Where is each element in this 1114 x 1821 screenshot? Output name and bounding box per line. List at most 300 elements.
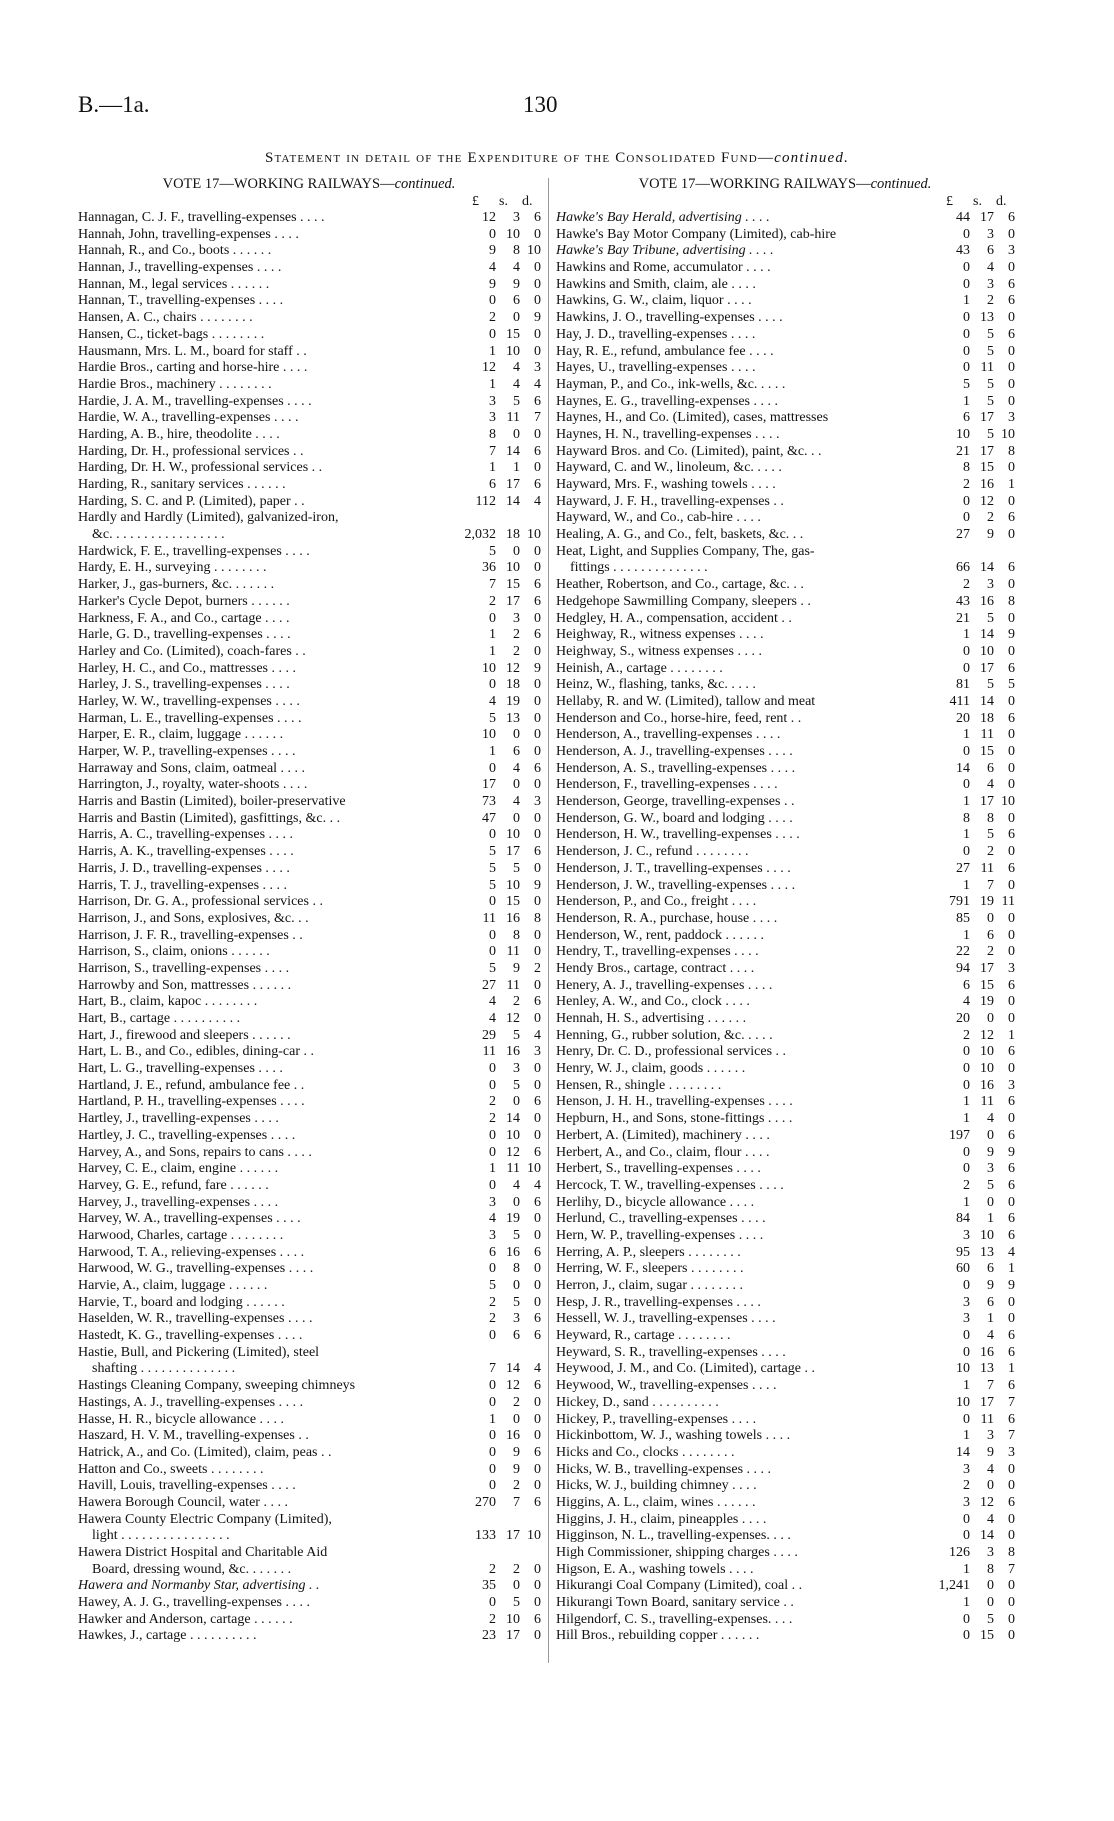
amount-pounds: 4: [489, 260, 496, 276]
amount-shillings: 11: [980, 1411, 994, 1427]
payee-description: Hardie, W. A., travelling-expenses . . . .: [78, 410, 299, 426]
amount-pence: 4: [534, 493, 541, 509]
amount-pence: 6: [534, 1328, 541, 1344]
amount-shillings: 1: [513, 460, 520, 476]
payee-description: Harris, A. C., travelling-expenses . . . .: [78, 827, 294, 843]
amount-shillings: 17: [980, 960, 994, 976]
amount-pounds: 8: [489, 426, 496, 442]
left-column: [78, 174, 540, 1645]
payee-description: Hart, L. G., travelling-expenses . . . .: [78, 1061, 283, 1077]
amount-pounds: 133: [475, 1528, 496, 1544]
amount-pounds: 44: [956, 210, 970, 225]
amount-pence: 6: [534, 477, 541, 492]
table-row: [556, 961, 1014, 978]
payee-description: Haynes, H. N., travelling-expenses . . . .: [556, 426, 780, 442]
amount-shillings: 3: [513, 1311, 520, 1327]
table-row: [78, 510, 540, 527]
amount-pence: 0: [534, 927, 541, 943]
amount-pence: 10: [1001, 794, 1015, 810]
payee-description: Hawkins, G. W., claim, liquor . . . .: [556, 293, 752, 309]
amount-shillings: 17: [980, 210, 994, 225]
amount-shillings: 9: [987, 1144, 994, 1160]
amount-shillings: 14: [506, 1111, 520, 1127]
pounds-unit: £: [946, 194, 953, 209]
payee-description: Hayes, U., travelling-expenses . . . .: [556, 360, 756, 376]
amount-pounds: 0: [489, 1444, 496, 1460]
table-row: [556, 310, 1014, 327]
amount-pounds: 84: [956, 1211, 970, 1227]
amount-pence: 0: [534, 1595, 541, 1611]
amount-pounds: 10: [482, 660, 496, 676]
payee-description: Harding, Dr. H. W., professional services . .: [78, 460, 323, 476]
amount-shillings: 9: [513, 1461, 520, 1477]
amount-pounds: 1: [489, 460, 496, 476]
amount-pence: 10: [527, 1528, 541, 1544]
amount-pounds: 8: [963, 460, 970, 476]
table-row: [556, 1462, 1014, 1479]
amount-pounds: 0: [963, 510, 970, 526]
amount-pence: 6: [1008, 560, 1015, 576]
amount-pence: 6: [534, 627, 541, 643]
amount-pounds: 9: [489, 276, 496, 292]
amount-shillings: 4: [987, 1328, 994, 1344]
currency-units-right: [556, 194, 1014, 210]
amount-pence: 6: [534, 1444, 541, 1460]
amount-pence: 7: [534, 410, 541, 426]
table-row: [556, 544, 1014, 561]
amount-pence: 0: [534, 1278, 541, 1293]
payee-description: Hill Bros., rebuilding copper . . . . . .: [556, 1628, 760, 1644]
amount-shillings: 15: [980, 977, 994, 993]
amount-pounds: 43: [956, 243, 970, 259]
amount-shillings: 6: [513, 293, 520, 309]
payee-description: Hastedt, K. G., travelling-expenses . . . .: [78, 1328, 303, 1344]
table-row: [556, 1228, 1014, 1245]
payee-description: Harris and Bastin (Limited), boiler-preservative: [78, 794, 346, 810]
table-row: [556, 1545, 1014, 1562]
amount-pence: 0: [534, 693, 541, 709]
amount-pence: 5: [1008, 677, 1015, 693]
vote-heading-right: [556, 174, 1014, 194]
table-row: [556, 427, 1014, 444]
amount-pounds: 0: [489, 1144, 496, 1160]
table-row: [556, 560, 1014, 577]
amount-pounds: 22: [956, 944, 970, 960]
amount-pence: 6: [534, 593, 541, 609]
amount-pounds: 1: [963, 1561, 970, 1577]
payee-description: Higginson, N. L., travelling-expenses. . . .: [556, 1528, 791, 1544]
left-entries: [78, 210, 540, 1645]
amount-pounds: 1: [963, 827, 970, 843]
payee-description: Higgins, J. H., claim, pineapples . . . .: [556, 1511, 767, 1527]
payee-description: Hawera and Normanby Star, advertising . .: [78, 1578, 320, 1594]
document-reference: B.—1a.: [78, 92, 150, 117]
vote-heading-continued: continued.: [394, 176, 456, 192]
table-row: [78, 293, 540, 310]
amount-pounds: 0: [489, 1328, 496, 1344]
amount-pounds: 2: [489, 1111, 496, 1127]
amount-pence: 6: [1008, 1494, 1015, 1510]
amount-pence: 4: [534, 376, 541, 392]
payee-description: Henderson, J. C., refund . . . . . . . .: [556, 844, 749, 860]
amount-shillings: 17: [980, 443, 994, 459]
amount-shillings: 2: [987, 844, 994, 860]
table-row: [78, 1428, 540, 1445]
amount-pounds: 0: [963, 360, 970, 376]
table-row: [78, 1028, 540, 1045]
amount-pounds: 11: [482, 910, 496, 926]
payee-description: Hart, B., cartage . . . . . . . . . .: [78, 1011, 241, 1026]
table-row: [78, 277, 540, 294]
amount-pence: 6: [1008, 660, 1015, 676]
table-row: [78, 327, 540, 344]
table-row: [78, 644, 540, 661]
table-row: [556, 1195, 1014, 1212]
amount-pounds: 0: [963, 777, 970, 793]
amount-pounds: 5: [489, 860, 496, 876]
amount-pounds: 1: [489, 1161, 496, 1177]
amount-pounds: 270: [475, 1494, 496, 1510]
payee-description: Hartley, J. C., travelling-expenses . . . .: [78, 1127, 296, 1143]
amount-shillings: 14: [506, 443, 520, 459]
amount-pence: 0: [534, 1127, 541, 1143]
payee-description: Hickey, D., sand . . . . . . . . . .: [556, 1394, 719, 1410]
table-row: [556, 1361, 1014, 1378]
amount-pence: 0: [1008, 310, 1015, 326]
table-row: [556, 1528, 1014, 1545]
amount-pence: 6: [534, 844, 541, 860]
amount-pounds: 0: [963, 326, 970, 342]
amount-shillings: 12: [980, 1494, 994, 1510]
amount-pence: 6: [1008, 1227, 1015, 1243]
table-row: [78, 1378, 540, 1395]
table-row: [78, 727, 540, 744]
amount-pence: 0: [534, 326, 541, 342]
amount-shillings: 10: [980, 1061, 994, 1077]
amount-shillings: 3: [513, 610, 520, 626]
table-row: [556, 1378, 1014, 1395]
payee-description: Hicks, W. B., travelling-expenses . . . .: [556, 1461, 772, 1477]
amount-pence: 0: [534, 543, 541, 559]
table-row: [556, 1495, 1014, 1512]
amount-pounds: 20: [956, 710, 970, 726]
amount-shillings: 19: [980, 894, 994, 910]
table-row: [556, 794, 1014, 811]
amount-pence: 9: [534, 877, 541, 893]
payee-description: Henderson, R. A., purchase, house . . . .: [556, 910, 778, 926]
amount-pence: 0: [1008, 527, 1015, 543]
payee-description: Harding, R., sanitary services . . . . . .: [78, 477, 286, 492]
payee-description: Hercock, T. W., travelling-expenses . . . .: [556, 1177, 784, 1193]
payee-description: Hicks and Co., clocks . . . . . . . .: [556, 1444, 735, 1460]
amount-pounds: 9: [489, 243, 496, 259]
amount-pounds: 4: [489, 1011, 496, 1026]
vote-heading-left: [78, 174, 540, 194]
amount-pounds: 27: [482, 977, 496, 993]
amount-pounds: 12: [482, 210, 496, 225]
amount-pounds: 0: [963, 744, 970, 759]
amount-pounds: 17: [482, 777, 496, 793]
payee-description: Hayward, J. F. H., travelling-expenses . .: [556, 493, 784, 509]
amount-shillings: 3: [513, 210, 520, 225]
amount-shillings: 3: [987, 1545, 994, 1560]
table-row: [78, 627, 540, 644]
payee-description: Havill, Louis, travelling-expenses . . . .: [78, 1478, 296, 1494]
payee-description: Harker, J., gas-burners, &c. . . . . . .: [78, 577, 275, 593]
table-row: [78, 944, 540, 961]
amount-pounds: 197: [949, 1127, 970, 1143]
payee-description: Hartland, P. H., travelling-expenses . . . .: [78, 1094, 305, 1110]
amount-pence: 0: [1008, 1628, 1015, 1644]
amount-pounds: 0: [963, 1511, 970, 1527]
table-row: [556, 1178, 1014, 1195]
amount-shillings: 5: [987, 827, 994, 843]
payee-description: Hedgehope Sawmilling Company, sleepers . .: [556, 593, 811, 609]
amount-pounds: 2: [489, 1561, 496, 1577]
table-row: [556, 577, 1014, 594]
table-row: [556, 243, 1014, 260]
amount-pounds: 1: [963, 927, 970, 943]
amount-pounds: 0: [489, 226, 496, 242]
amount-shillings: 2: [987, 293, 994, 309]
payee-description: Heywood, J. M., and Co. (Limited), cartage . .: [556, 1361, 815, 1377]
amount-pence: 6: [1008, 1411, 1015, 1427]
amount-pounds: 2: [489, 1611, 496, 1627]
amount-pounds: 411: [949, 693, 970, 709]
amount-pence: 0: [534, 1077, 541, 1093]
table-row: [556, 994, 1014, 1011]
right-entries: [556, 210, 1014, 1645]
amount-shillings: 4: [987, 1461, 994, 1477]
amount-shillings: 7: [987, 877, 994, 893]
amount-shillings: 5: [513, 1077, 520, 1093]
payee-description: Hawera District Hospital and Charitable Aid: [78, 1545, 328, 1560]
payee-description: Henson, J. H. H., travelling-expenses . . . .: [556, 1094, 793, 1110]
amount-pounds: 21: [956, 610, 970, 626]
amount-pence: 0: [1008, 927, 1015, 943]
amount-pence: 6: [1008, 276, 1015, 292]
payee-description: Heighway, S., witness expenses . . . .: [556, 643, 762, 659]
amount-shillings: 5: [513, 1294, 520, 1310]
amount-shillings: 13: [980, 1361, 994, 1377]
statement-heading: [0, 150, 1114, 167]
amount-shillings: 17: [506, 844, 520, 860]
amount-shillings: 17: [506, 593, 520, 609]
amount-pounds: 2: [963, 577, 970, 593]
amount-pence: 6: [1008, 1344, 1015, 1360]
amount-shillings: 1: [987, 1311, 994, 1327]
amount-shillings: 0: [987, 1578, 994, 1594]
table-row: [78, 1512, 540, 1529]
amount-pounds: 2: [489, 1294, 496, 1310]
amount-shillings: 11: [506, 1161, 520, 1177]
table-row: [78, 1094, 540, 1111]
amount-pence: 0: [534, 1628, 541, 1644]
table-row: [556, 327, 1014, 344]
amount-pence: 3: [1008, 1077, 1015, 1093]
amount-pounds: 0: [963, 1077, 970, 1093]
payee-description: Harwood, W. G., travelling-expenses . . . .: [78, 1261, 314, 1277]
table-row: [556, 1211, 1014, 1228]
amount-pence: 0: [534, 727, 541, 743]
amount-pounds: 20: [956, 1011, 970, 1026]
table-row: [78, 861, 540, 878]
statement-heading-continued: continued.: [774, 150, 850, 166]
amount-pence: 6: [534, 1494, 541, 1510]
table-row: [556, 744, 1014, 761]
payee-description: Harwood, T. A., relieving-expenses . . . .: [78, 1244, 305, 1260]
amount-pounds: 2: [489, 1094, 496, 1110]
payee-description: Hannah, R., and Co., boots . . . . . .: [78, 243, 272, 259]
payee-description: Hardie Bros., carting and horse-hire . . . .: [78, 360, 308, 376]
payee-description: Harris, J. D., travelling-expenses . . . .: [78, 860, 290, 876]
amount-pounds: 0: [489, 1378, 496, 1394]
amount-pence: 0: [1008, 910, 1015, 926]
table-row: [78, 827, 540, 844]
amount-pence: 0: [534, 977, 541, 993]
amount-pence: 10: [1001, 426, 1015, 442]
payee-description: Harvie, A., claim, luggage . . . . . .: [78, 1278, 268, 1293]
amount-shillings: 0: [513, 1278, 520, 1293]
table-row: [556, 861, 1014, 878]
payee-description: Hardwick, F. E., travelling-expenses . . . .: [78, 543, 310, 559]
amount-pounds: 0: [489, 293, 496, 309]
amount-pence: 0: [1008, 1294, 1015, 1310]
amount-shillings: 11: [980, 360, 994, 376]
payee-description: Henderson, A., travelling-expenses . . . .: [556, 727, 781, 743]
amount-pounds: 47: [482, 810, 496, 826]
table-row: [556, 1128, 1014, 1145]
amount-pence: 6: [534, 1094, 541, 1110]
table-row: [556, 761, 1014, 778]
amount-shillings: 8: [513, 1261, 520, 1277]
amount-pounds: 5: [963, 376, 970, 392]
amount-shillings: 15: [980, 1628, 994, 1644]
payee-description: Herlihy, D., bicycle allowance . . . .: [556, 1194, 755, 1210]
table-row: [556, 1278, 1014, 1295]
amount-pounds: 3: [489, 1227, 496, 1243]
payee-description: Hessell, W. J., travelling-expenses . . . .: [556, 1311, 776, 1327]
table-row: [78, 811, 540, 828]
payee-description: Hikurangi Coal Company (Limited), coal . .: [556, 1578, 803, 1594]
amount-pounds: 0: [963, 1161, 970, 1177]
payee-description: Heyward, S. R., travelling-expenses . . . .: [556, 1344, 786, 1360]
amount-shillings: 16: [506, 1428, 520, 1444]
payee-description: Heat, Light, and Supplies Company, The, gas-: [556, 543, 815, 559]
amount-pence: 0: [1008, 1011, 1015, 1026]
payee-description: Hawkins, J. O., travelling-expenses . . . .: [556, 310, 783, 326]
table-row: [556, 711, 1014, 728]
payee-description: Herring, W. F., sleepers . . . . . . . .: [556, 1261, 744, 1277]
table-row: [78, 894, 540, 911]
amount-shillings: 5: [987, 343, 994, 359]
amount-pence: 0: [534, 260, 541, 276]
amount-pence: 0: [534, 1461, 541, 1477]
payee-description: Hilgendorf, C. S., travelling-expenses. . . .: [556, 1611, 793, 1627]
amount-shillings: 0: [987, 1011, 994, 1026]
table-row: [78, 1628, 540, 1645]
payee-description: Hansen, C., ticket-bags . . . . . . . .: [78, 326, 265, 342]
payee-description: Hardly and Hardly (Limited), galvanized-iron,: [78, 510, 339, 526]
amount-shillings: 12: [506, 1144, 520, 1160]
amount-pounds: 2: [963, 477, 970, 492]
amount-pounds: 4: [489, 693, 496, 709]
amount-pounds: 1: [963, 1428, 970, 1444]
amount-shillings: 3: [987, 226, 994, 242]
amount-pence: 6: [534, 994, 541, 1010]
payee-description: Heighway, R., witness expenses . . . .: [556, 627, 764, 643]
payee-description: Hastie, Bull, and Pickering (Limited), steel: [78, 1344, 320, 1360]
amount-pounds: 10: [956, 1361, 970, 1377]
table-row: [78, 1495, 540, 1512]
payee-description: Hayward, Mrs. F., washing towels . . . .: [556, 477, 776, 492]
amount-pence: 0: [1008, 393, 1015, 409]
table-row: [556, 677, 1014, 694]
amount-shillings: 6: [987, 1294, 994, 1310]
amount-pounds: 1: [963, 1094, 970, 1110]
amount-pence: 0: [534, 643, 541, 659]
amount-pence: 6: [534, 1194, 541, 1210]
amount-pence: 8: [1008, 593, 1015, 609]
payee-description: Herring, A. P., sleepers . . . . . . . .: [556, 1244, 741, 1260]
payee-description: Henderson, P., and Co., freight . . . .: [556, 894, 757, 910]
amount-shillings: 0: [513, 1578, 520, 1594]
payee-description: Hawey, A. J. G., travelling-expenses . . . .: [78, 1595, 310, 1611]
amount-shillings: 15: [506, 326, 520, 342]
table-row: [556, 878, 1014, 895]
amount-pounds: 0: [489, 944, 496, 960]
table-row: [556, 1145, 1014, 1162]
amount-shillings: 4: [987, 260, 994, 276]
amount-pounds: 7: [489, 1361, 496, 1377]
payee-description: Harvey, G. E., refund, fare . . . . . .: [78, 1177, 269, 1193]
amount-shillings: 9: [987, 1444, 994, 1460]
payee-description: Hellaby, R. and W. (Limited), tallow and meat: [556, 693, 816, 709]
table-row: [78, 1528, 540, 1545]
amount-pence: 0: [1008, 777, 1015, 793]
amount-pounds: 1: [963, 794, 970, 810]
payee-description: Harrison, Dr. G. A., professional services . .: [78, 894, 323, 910]
payee-description: Harper, E. R., claim, luggage . . . . . .: [78, 727, 284, 743]
table-row: [78, 460, 540, 477]
amount-pence: 0: [534, 1411, 541, 1427]
amount-shillings: 4: [513, 260, 520, 276]
payee-description: Hart, J., firewood and sleepers . . . . . .: [78, 1027, 291, 1043]
payee-description: Heywood, W., travelling-expenses . . . .: [556, 1378, 777, 1394]
payee-description: Harwood, Charles, cartage . . . . . . . .: [78, 1227, 284, 1243]
table-row: [78, 260, 540, 277]
amount-shillings: 14: [980, 693, 994, 709]
payee-description: Haynes, E. G., travelling-expenses . . . .: [556, 393, 778, 409]
amount-pence: 6: [534, 1244, 541, 1260]
amount-pounds: 0: [489, 760, 496, 776]
amount-pounds: 7: [489, 443, 496, 459]
amount-pence: 0: [534, 1211, 541, 1227]
amount-pence: 0: [1008, 1061, 1015, 1077]
amount-pounds: 3: [489, 393, 496, 409]
amount-shillings: 17: [980, 410, 994, 426]
payee-description: Hensen, R., shingle . . . . . . . .: [556, 1077, 722, 1093]
payee-description: Hedgley, H. A., compensation, accident . .: [556, 610, 792, 626]
amount-pounds: 3: [963, 1294, 970, 1310]
amount-pounds: 2: [963, 1177, 970, 1193]
amount-shillings: 11: [506, 410, 520, 426]
amount-pence: 6: [1008, 510, 1015, 526]
amount-pounds: 1,241: [938, 1578, 970, 1594]
payee-description: Hay, J. D., travelling-expenses . . . .: [556, 326, 756, 342]
table-row: [556, 1595, 1014, 1612]
amount-shillings: 5: [987, 326, 994, 342]
